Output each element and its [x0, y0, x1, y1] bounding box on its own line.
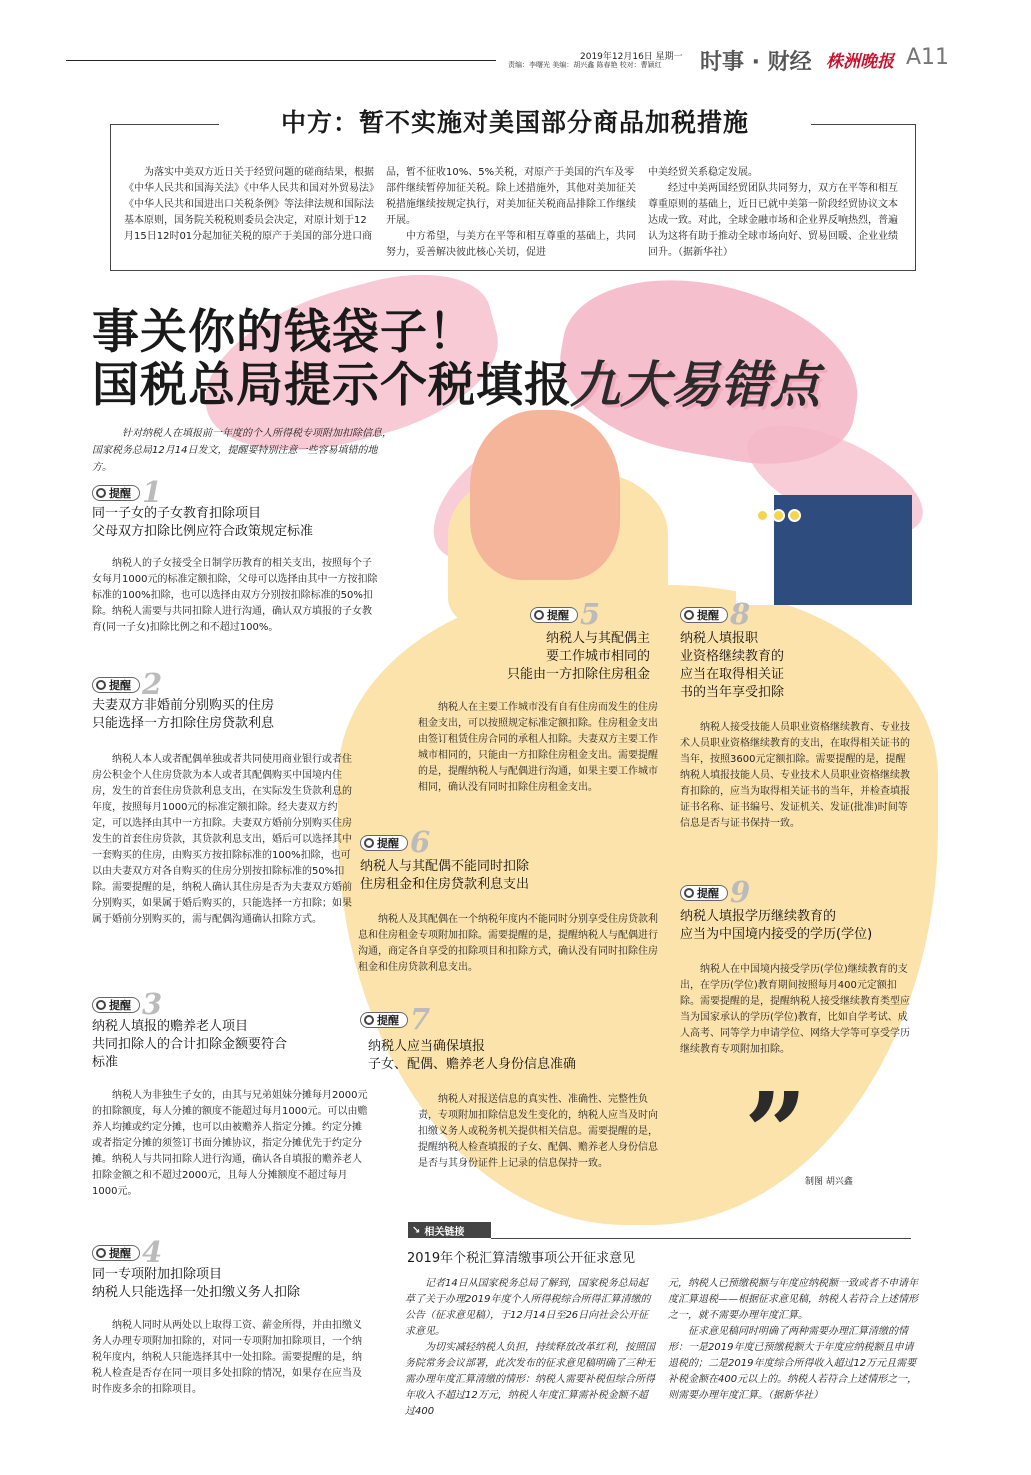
article-column-2 [386, 165, 638, 261]
tip-badge [92, 677, 140, 693]
subtitle-line: 应当在取得相关证 [680, 667, 785, 682]
tip-5-subtitle [470, 630, 650, 684]
button-dot-icon [788, 509, 801, 522]
main-title-line-2: 国税总局提示个税填报 [92, 358, 572, 413]
ring-icon [96, 680, 106, 690]
tip-3-marker [92, 987, 163, 1021]
tip-number: 4 [142, 1235, 163, 1269]
subtitle-line: 应当为中国境内接受的学历(学位) [680, 927, 873, 942]
tip-badge [92, 485, 140, 501]
tip-badge-label: 提醒 [547, 608, 569, 622]
tip-3-subtitle [92, 1018, 287, 1072]
ring-icon [684, 610, 694, 620]
article-paragraph: 品，暂不征收10%、5%关税，对原产于美国的汽车及零部件继续暂停加征关税。除上述措施外，其他对美加征关税措施继续按规定执行，对美加征关税商品排除工作继续开展。 [386, 167, 636, 226]
subtitle-line: 书的当年享受扣除 [680, 685, 785, 700]
article-paragraph: 经过中美两国经贸团队共同努力，双方在平等和相互尊重原则的基础上，近日已就中美第一阶段经贸协议文本达成一致。对此，全球金融市场和企业界反响热烈，普遍认为这将有助于推动全球市场向好、贸易回暖、企业业绩回升。（据新华社） [648, 183, 898, 258]
ring-icon [534, 610, 544, 620]
newspaper-logo: 株洲晚报 [826, 52, 894, 72]
related-paragraph: 记者14日从国家税务总局了解到，国家税务总局起草了关于办理2019年度个人所得税综合所得汇算清缴的公告（征求意见稿），于12月14日至26日向社会公开征求意见。 [405, 1278, 651, 1337]
ring-icon [96, 488, 106, 498]
tip-7-body [418, 1092, 658, 1172]
subtitle-line: 业资格继续教育的 [680, 649, 785, 664]
tip-badge [360, 1012, 408, 1028]
related-paragraph: 征求意见稿同时明确了两种需要办理汇算清缴的情形：一是2019年度已预缴税额大于年度应纳税额且申请退税的；二是2019年度综合所得收入超过12万元且需要补税金额在400元以上的。纳税人若符合上述情形之一，则需要办理年度汇算。（据新华社） [668, 1326, 918, 1401]
hand-illustration [470, 410, 620, 580]
editor-credits: 责编：李曙光 美编：胡兴鑫 陈春艳 校对：曹颖红 [508, 61, 662, 69]
subtitle-line: 同一子女的子女教育扣除项目 [92, 506, 262, 521]
tip-badge [530, 607, 578, 623]
arrow-icon: ↘ [412, 1224, 421, 1236]
tip-2-subtitle [92, 697, 274, 733]
tip-number: 2 [142, 667, 163, 701]
tip-number: 9 [730, 875, 751, 909]
issue-date: 2019年12月16日 星期一 [580, 52, 683, 62]
tip-9-subtitle [680, 908, 872, 944]
tip-body-text: 纳税人在中国境内接受学历(学位)继续教育的支出，在学历(学位)教育期间按照每月400元定额扣除。需要提醒的是，提醒纳税人接受继续教育类型应当为国家承认的学历(学位)教育，比如自学考试、成人高考、同等学力申请学位、网络大学等可享受学历继续教育专项附加扣除。 [680, 964, 910, 1055]
subtitle-line: 住房租金和住房贷款利息支出 [360, 877, 530, 892]
button-dot-icon [772, 509, 785, 522]
tip-number: 1 [142, 475, 163, 509]
header-rule [66, 60, 496, 61]
related-title: 2019年个税汇算清缴事项公开征求意见 [407, 1251, 636, 1266]
ring-icon [364, 838, 374, 848]
section-name: 时事 · 财经 [700, 50, 812, 75]
tip-body-text: 纳税人本人或者配偶单独或者共同使用商业银行或者住房公积金个人住房贷款为本人或者其配偶购买中国境内住房，发生的首套住房贷款利息支出，在实际发生贷款利息的年度，按照每月1000元的标准定额扣除。经夫妻双方约定，可以选择由其中一方扣除。夫妻双方婚前分别购买住房发生的首套住房贷款，其贷款利息支出，婚后可以选择其中一套购买的住房，由购买方按扣除标准的100%扣除，也可以由夫妻双方对各自购买的住房分别按扣除标准的50%扣除。需要提醒的是，纳税人确认其住房是否为夫妻双方婚前分别购买，如果属于婚后购买的，只能选择一方扣除；如果属于婚前分别购买的，需与配偶沟通确认扣除方式。 [92, 754, 352, 925]
tip-badge-label: 提醒 [377, 836, 399, 850]
tip-badge-label: 提醒 [109, 998, 131, 1012]
related-paragraph: 元，纳税人已预缴税额与年度应纳税额一致或者不申请年度汇算退税——根据征求意见稿，纳税人若符合上述情形之一，就不需要办理年度汇算。 [668, 1278, 918, 1321]
article-column-1 [124, 165, 376, 245]
subtitle-line: 纳税人只能选择一处扣缴义务人扣除 [92, 1285, 301, 1300]
button-dot-icon [756, 509, 769, 522]
tip-8-subtitle [680, 630, 784, 702]
tip-badge [680, 885, 728, 901]
tip-badge-label: 提醒 [697, 608, 719, 622]
tip-1-body [92, 556, 378, 636]
tip-number: 5 [580, 597, 601, 631]
tip-number: 6 [410, 825, 431, 859]
related-link-badge [408, 1222, 491, 1238]
subtitle-line: 标准 [92, 1055, 119, 1070]
article-paragraph: 为落实中美双方近日关于经贸问题的磋商结果，根据《中华人民共和国海关法》《中华人民共和国对外贸易法》《中华人民共和国进出口关税条例》等法律法规和国际法基本原则，国务院关税税则委员会决定，对原计划于12月15日12时01分起加征关税的原产于美国的部分进口商 [124, 167, 374, 242]
related-rule [491, 1238, 911, 1239]
tip-body-text: 纳税人及其配偶在一个纳税年度内不能同时分别享受住房贷款利息和住房租金专项附加扣除。需要提醒的是，提醒纳税人与配偶进行沟通，商定各自享受的扣除项目和扣除方式，确认没有同时扣除住房租金和住房贷款利息支出。 [358, 914, 658, 973]
tip-6-subtitle [360, 858, 529, 894]
tip-number: 7 [410, 1002, 431, 1036]
tip-3-body [92, 1088, 368, 1200]
tip-badge-label: 提醒 [109, 486, 131, 500]
quote-mark-icon: ” [744, 1068, 808, 1197]
tip-9-marker [680, 875, 751, 909]
tip-4-body [92, 1318, 362, 1398]
tip-8-marker [680, 597, 751, 631]
tip-body-text: 纳税人为非独生子女的，由其与兄弟姐妹分摊每月2000元的扣除额度，每人分摊的额度不能超过每月1000元。可以由赡养人均摊或约定分摊，也可以由被赡养人指定分摊。约定分摊或者指定分摊的须签订书面分摊协议，指定分摊优先于约定分摊。纳税人与共同扣除人进行沟通，确认各自填报的赡养老人扣除金额之和不超过2000元，且每人分摊额度不超过每月1000元。 [92, 1090, 368, 1197]
subtitle-line: 纳税人填报职 [680, 631, 759, 646]
tip-badge [680, 607, 728, 623]
article-column-3 [648, 165, 900, 261]
tip-8-body [680, 720, 912, 832]
tip-5-body [418, 700, 658, 796]
tip-2-marker [92, 667, 163, 701]
tip-badge [360, 835, 408, 851]
subtitle-line: 纳税人填报学历继续教育的 [680, 909, 837, 924]
tip-badge [92, 997, 140, 1013]
tip-badge-label: 提醒 [109, 1246, 131, 1260]
tip-badge-label: 提醒 [109, 678, 131, 692]
subtitle-line: 夫妻双方非婚前分别购买的住房 [92, 698, 275, 713]
illustration-credit: 制图 胡兴鑫 [805, 1177, 853, 1187]
page-number: A11 [906, 45, 950, 70]
subtitle-line: 父母双方扣除比例应符合政策规定标准 [92, 524, 314, 539]
tip-number: 3 [142, 987, 163, 1021]
article-paragraph: 中美经贸关系稳定发展。 [648, 167, 758, 178]
tip-body-text: 纳税人同时从两处以上取得工资、薪金所得，并由扣缴义务人办理专项附加扣除的，对同一专项附加扣除项目，一个纳税年度内，纳税人只能选择其中一处扣除。需要提醒的是，纳税人检查是否存在同一项目多处扣除的情况，如果存在应当及时作废多余的扣除项目。 [92, 1320, 362, 1395]
tip-body-text: 纳税人对报送信息的真实性、准确性、完整性负责，专项附加扣除信息发生变化的，纳税人应当及时向扣缴义务人或税务机关提供相关信息。需要提醒的是，提醒纳税人检查填报的子女、配偶、赡养老人身份信息是否与其身份证件上记录的信息保持一致。 [418, 1094, 658, 1169]
ring-icon [364, 1015, 374, 1025]
subtitle-line: 共同扣除人的合计扣除金额要符合 [92, 1037, 288, 1052]
main-title-highlight: 九大易错点 [570, 356, 820, 414]
tip-1-subtitle [92, 505, 313, 541]
subtitle-line: 纳税人应当确保填报 [368, 1039, 486, 1054]
tip-badge [92, 1245, 140, 1261]
tip-6-body [358, 912, 660, 976]
tip-4-subtitle [92, 1266, 300, 1302]
tip-4-marker [92, 1235, 163, 1269]
tip-7-subtitle [368, 1038, 576, 1074]
article-paragraph: 中方希望，与美方在平等和相互尊重的基础上，共同努力，妥善解决彼此核心关切，促进 [386, 231, 636, 258]
tip-body-text: 纳税人的子女接受全日制学历教育的相关支出，按照每个子女每月1000元的标准定额扣除，父母可以选择由其中一方按扣除标准的100%扣除，也可以选择由双方分别按扣除标准的50%扣除。纳税人需要与共同扣除人进行沟通，确认双方填报的子女教育(同一子女)扣除比例之和不超过100%。 [92, 558, 378, 633]
lead-text: 针对纳税人在填报前一年度的个人所得税专项附加扣除信息，国家税务总局12月14日发文，提醒要特别注意一些容易填错的地方。 [92, 428, 392, 473]
tip-6-marker [360, 825, 431, 859]
subtitle-line: 纳税人与其配偶主 [545, 631, 650, 646]
ring-icon [96, 1248, 106, 1258]
tip-badge-label: 提醒 [697, 886, 719, 900]
subtitle-line: 纳税人填报的赡养老人项目 [92, 1019, 249, 1034]
tip-body-text: 纳税人接受技能人员职业资格继续教育、专业技术人员职业资格继续教育的支出，在取得相关证书的当年，按照3600元定额扣除。需要提醒的是，提醒纳税人填报技能人员、专业技术人员职业资格继续教育扣除的，应当为取得相关证书的当年，并检查填报证书名称、证书编号、发证机关、发证(批准)时间等信息是否与证书保持一致。 [680, 722, 910, 829]
subtitle-line: 只能由一方扣除住房租金 [506, 667, 650, 682]
tip-5-marker [530, 597, 601, 631]
tip-1-marker [92, 475, 163, 509]
subtitle-line: 只能选择一方扣除住房贷款利息 [92, 716, 275, 731]
article-headline: 中方：暂不实施对美国部分商品加税措施 [219, 103, 811, 139]
related-column-1 [405, 1276, 655, 1420]
tip-number: 8 [730, 597, 751, 631]
main-title-line-1: 事关你的钱袋子！ [92, 305, 476, 360]
ring-icon [96, 1000, 106, 1010]
tip-badge-label: 提醒 [377, 1013, 399, 1027]
related-badge-label: 相关链接 [424, 1226, 465, 1238]
tip-2-body [92, 752, 356, 928]
tip-body-text: 纳税人在主要工作城市没有自有住房而发生的住房租金支出，可以按照规定标准定额扣除。住房租金支出由签订租赁住房合同的承租人扣除。夫妻双方主要工作城市相同的，只能由一方扣除住房租金支出。需要提醒的是，提醒纳税人与配偶进行沟通，如果主要工作城市相同，确认没有同时扣除住房租金支出。 [418, 702, 658, 793]
related-column-2 [668, 1276, 918, 1404]
subtitle-line: 要工作城市相同的 [545, 649, 650, 664]
tip-7-marker [360, 1002, 431, 1036]
subtitle-line: 同一专项附加扣除项目 [92, 1267, 223, 1282]
ring-icon [684, 888, 694, 898]
tip-9-body [680, 962, 912, 1058]
related-paragraph: 为切实减轻纳税人负担，持续释放改革红利，按照国务院常务会议部署，此次发布的征求意见稿明确了三种无需办理年度汇算清缴的情形：纳税人需要补税但综合所得年收入不超过12万元，纳税人年度汇算需补税金额不超过400 [405, 1342, 655, 1417]
lead-paragraph [92, 425, 397, 476]
subtitle-line: 纳税人与其配偶不能同时扣除 [360, 859, 530, 874]
subtitle-line: 子女、配偶、赡养老人身份信息准确 [368, 1057, 577, 1072]
